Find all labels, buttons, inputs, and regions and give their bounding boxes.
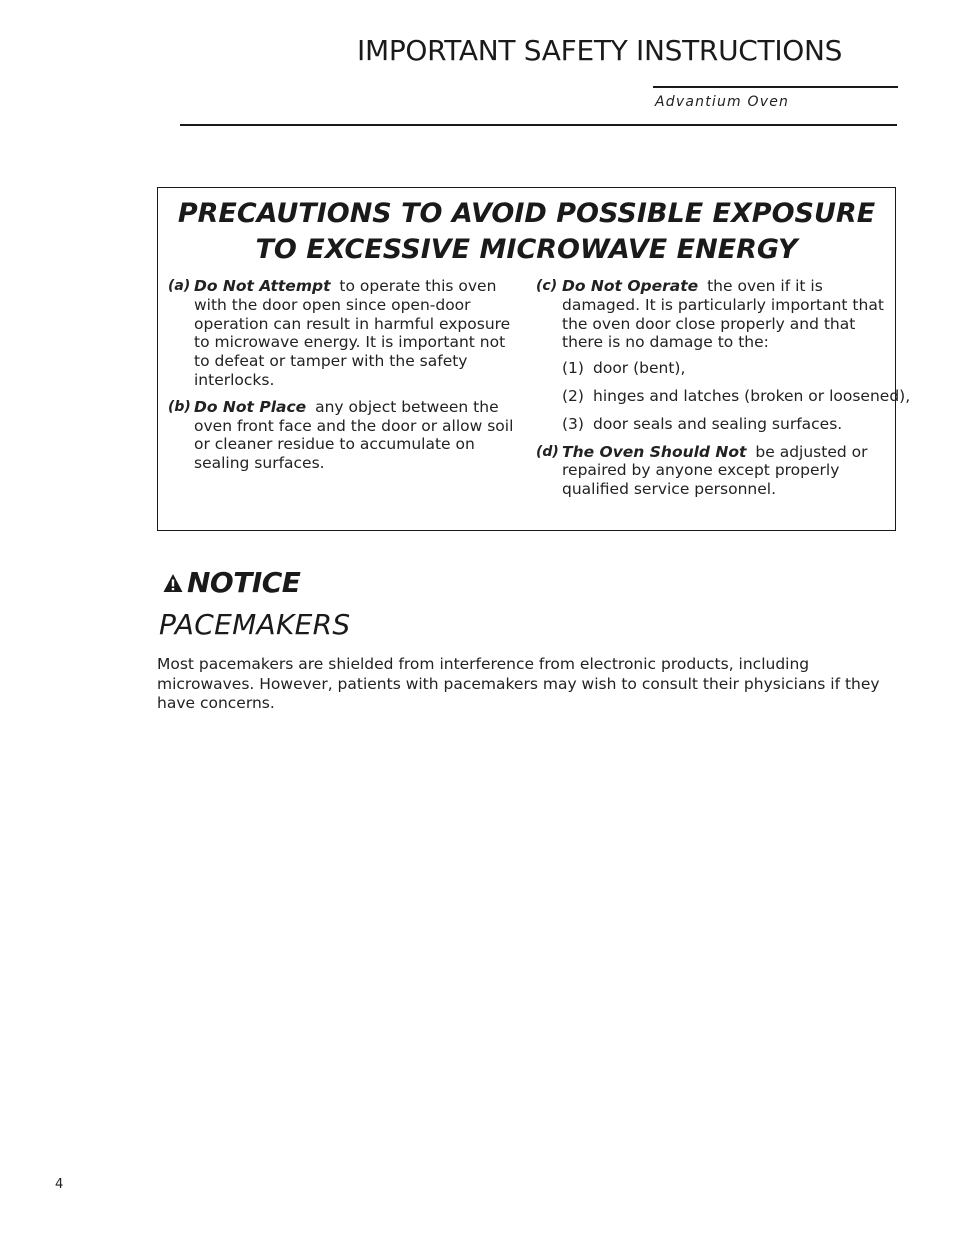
item-lead: The Oven Should Not <box>562 442 747 461</box>
page-number: 4 <box>55 1177 64 1192</box>
sublist-text: door (bent), <box>593 359 686 378</box>
pacemakers-body-text: Most pacemakers are shielded from interference from electronic products, including microwaves. However, patients with pacemakers may wish to consult their physicians if they have concerns. <box>157 655 880 712</box>
sublist-text: door seals and sealing surfaces. <box>593 414 843 433</box>
precaution-item-b <box>168 398 523 473</box>
notice-title: NOTICE <box>187 566 301 599</box>
sublist-item <box>562 386 911 406</box>
item-text: to operate this oven with the door open since open-door operation can result in harmful exposure to microwave energy. It is important not to defeat or tamper with the safety interlocks. <box>194 277 511 389</box>
item-letter: (b) <box>168 398 191 415</box>
header-divider <box>180 124 897 126</box>
item-lead: Do Not Place <box>194 397 307 416</box>
page-subtitle: Advantium Oven <box>655 94 790 110</box>
precautions-heading-line-2: TO EXCESSIVE MICROWAVE ENERGY <box>255 234 798 265</box>
item-text: any object between the oven front face and the door or allow soil or cleaner residue to accumulate on sealing surfaces. <box>194 397 514 473</box>
sublist-number: (2) <box>562 386 584 405</box>
precautions-heading <box>158 196 895 268</box>
item-letter: (d) <box>536 443 559 460</box>
subtitle-rule <box>653 86 898 88</box>
precautions-column-right <box>536 277 911 507</box>
sublist-item <box>562 359 892 378</box>
item-lead: Do Not Operate <box>562 277 699 295</box>
precaution-item-a <box>168 277 523 390</box>
precautions-box <box>157 187 911 531</box>
precaution-item-d <box>536 443 892 499</box>
sublist-number: (1) <box>562 359 584 378</box>
sublist-item <box>562 415 892 434</box>
item-letter: (a) <box>168 278 191 294</box>
item-text: be adjusted or repaired by anyone except properly qualified service personnel. <box>562 442 868 499</box>
warning-triangle-icon <box>163 573 183 593</box>
item-letter: (c) <box>536 278 558 294</box>
notice-header <box>163 566 300 599</box>
sublist-text: hinges and latches (broken or loosened), <box>593 386 911 405</box>
item-text: the oven if it is damaged. It is particularly important that the oven door close properly and that there is no damage to the: <box>562 277 884 352</box>
item-lead: Do Not Attempt <box>194 277 331 295</box>
precautions-column-left <box>168 277 523 481</box>
precautions-heading-line-1: PRECAUTIONS TO AVOID POSSIBLE EXPOSURE <box>177 198 876 229</box>
sublist-number: (3) <box>562 414 584 433</box>
page-title: IMPORTANT SAFETY INSTRUCTIONS <box>357 34 843 67</box>
damage-sublist <box>562 359 911 433</box>
section-title: PACEMAKERS <box>159 608 351 641</box>
precaution-item-c <box>536 277 911 434</box>
